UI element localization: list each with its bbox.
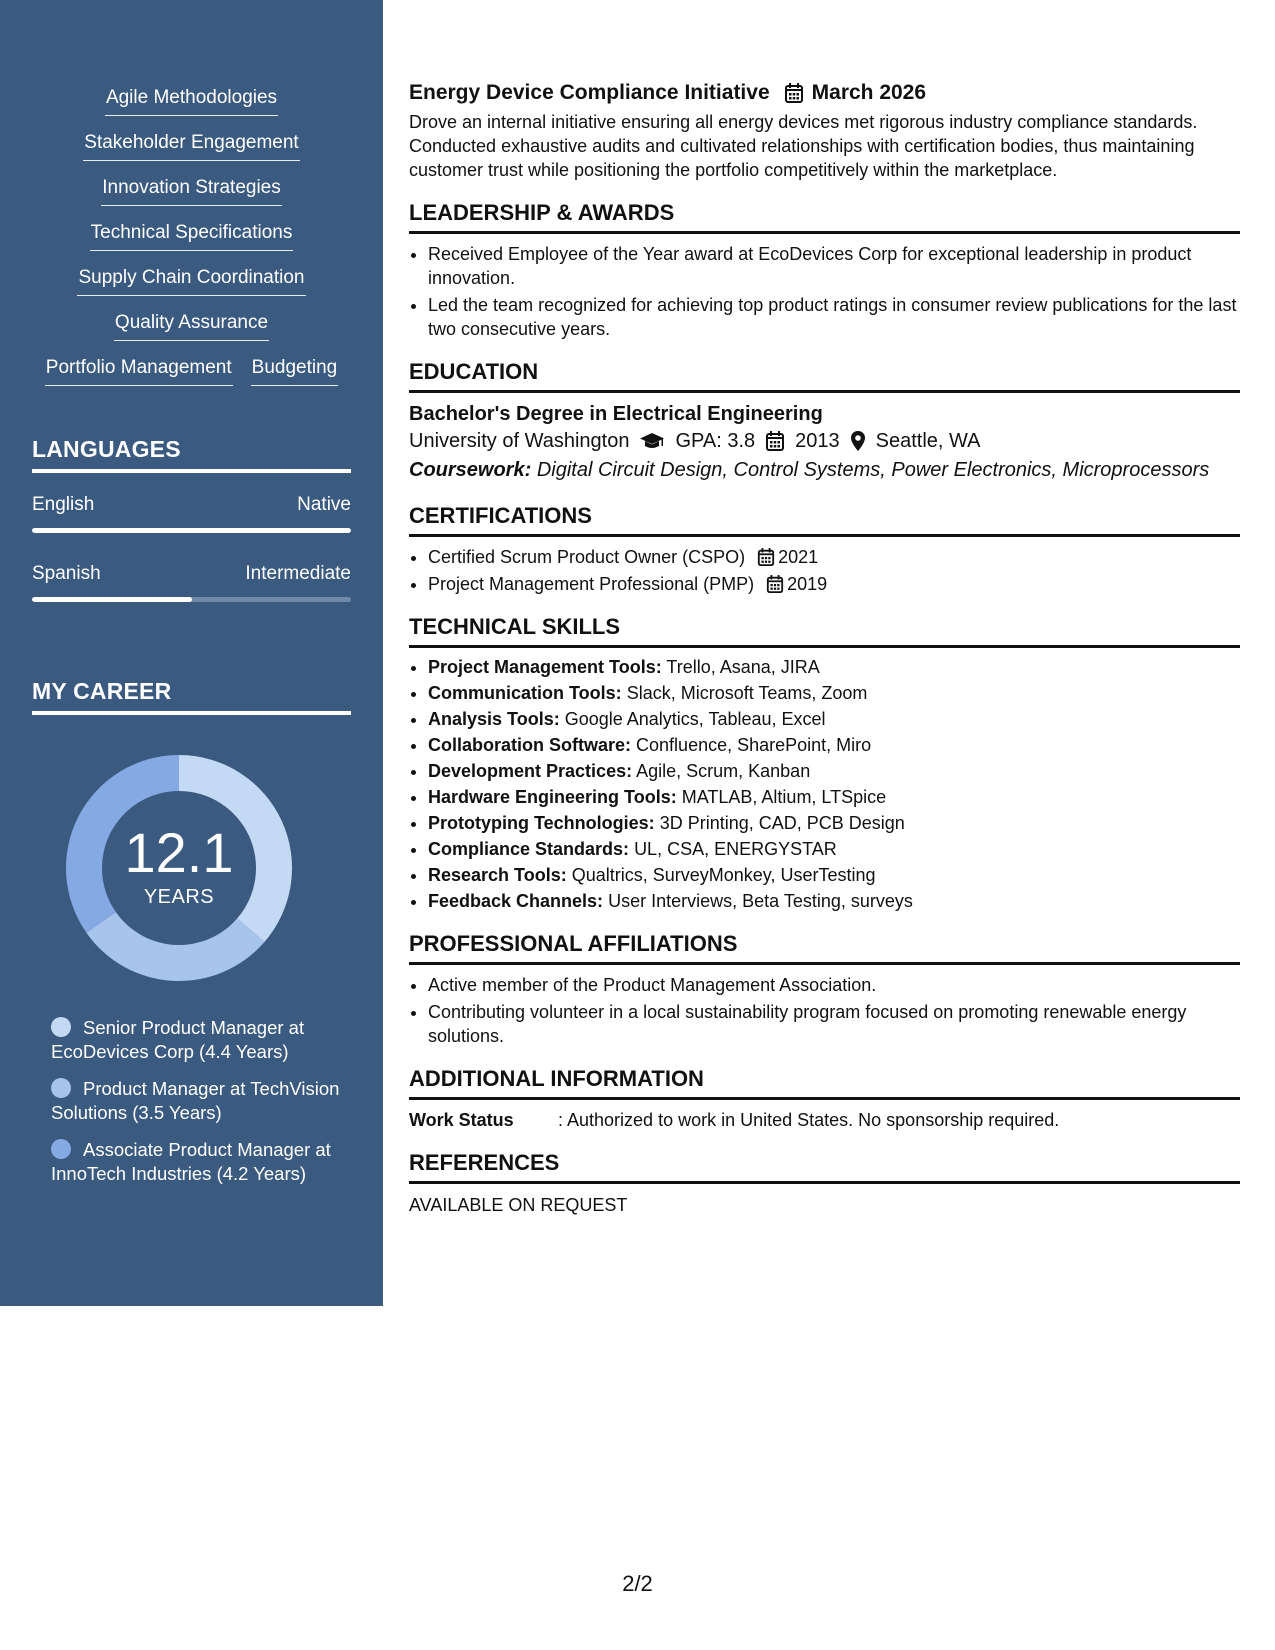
career-text: Senior Product Manager at EcoDevices Corp (4.4 Years): [51, 1017, 305, 1062]
affiliation-item: • Active member of the Product Management Association.: [428, 973, 1240, 997]
leadership-item: • Led the team recognized for achieving top product ratings in consumer review publications for the last two consecutive years.: [428, 293, 1240, 341]
leadership-list: [409, 242, 1240, 341]
section-title: EDUCATION: [409, 359, 1240, 393]
project-title: Energy Device Compliance Initiative: [409, 81, 770, 104]
skill-tag: Innovation Strategies: [101, 176, 282, 206]
career-dot: [51, 1078, 71, 1098]
technical-skill-item: [428, 759, 1240, 783]
career-total-unit: YEARS: [143, 885, 215, 908]
certifications-section: [409, 503, 1240, 596]
skill-tag: Technical Specifications: [90, 221, 294, 251]
language-spanish: [32, 563, 351, 602]
certification-row: [428, 572, 827, 596]
calendar-icon: [765, 430, 785, 452]
school-location: Seattle, WA: [875, 430, 981, 452]
skill-category: Communication Tools:: [428, 683, 622, 703]
skill-tag: Stakeholder Engagement: [83, 131, 299, 161]
technical-skill-item: [428, 681, 1240, 705]
main-content: [409, 80, 1240, 1217]
career-text: Associate Product Manager at InnoTech Industries (4.2 Years): [51, 1139, 331, 1184]
project-heading: [409, 80, 1240, 106]
language-level: Intermediate: [245, 563, 351, 584]
affiliations-list: [409, 973, 1240, 1048]
section-title: REFERENCES: [409, 1150, 1240, 1184]
certification-year: 2021: [778, 547, 819, 567]
skill-category: Hardware Engineering Tools:: [428, 787, 677, 807]
gpa: GPA: 3.8: [675, 430, 756, 452]
career-dot: [51, 1139, 71, 1159]
section-title: CERTIFICATIONS: [409, 503, 1240, 537]
language-bar: [32, 597, 351, 602]
skill-row: [0, 131, 383, 176]
skill-values: UL, CSA, ENERGYSTAR: [634, 839, 837, 859]
skill-values: User Interviews, Beta Testing, surveys: [608, 891, 913, 911]
technical-skills-list: [409, 655, 1240, 913]
skill-row: [0, 221, 383, 266]
sidebar: [0, 0, 383, 1306]
education-meta: [409, 427, 1240, 455]
skill-row: [0, 176, 383, 221]
section-title: PROFESSIONAL AFFILIATIONS: [409, 931, 1240, 965]
skill-tag: Quality Assurance: [114, 311, 269, 341]
work-status-value: : Authorized to work in United States. No sponsorship required.: [558, 1110, 1060, 1130]
skill-row: [0, 86, 383, 131]
technical-skill-item: [428, 889, 1240, 913]
location-pin-icon: [850, 430, 866, 452]
coursework: [409, 455, 1240, 485]
donut-center: [66, 755, 292, 981]
skill-category: Research Tools:: [428, 865, 567, 885]
skill-category: Analysis Tools:: [428, 709, 560, 729]
technical-skill-item: [428, 707, 1240, 731]
certification-row: [428, 545, 818, 569]
technical-skill-item: [428, 733, 1240, 757]
skill-values: Trello, Asana, JIRA: [666, 657, 820, 677]
career-legend: [51, 1016, 341, 1199]
leadership-item: • Received Employee of the Year award at EcoDevices Corp for exceptional leadership in product innovation.: [428, 242, 1240, 290]
skill-row: [0, 311, 383, 356]
career-item: [51, 1077, 341, 1125]
skill-values: MATLAB, Altium, LTSpice: [681, 787, 887, 807]
graduation-year: 2013: [795, 430, 840, 452]
affiliation-item: • Contributing volunteer in a local sustainability program focused on promoting renewable energy solutions.: [428, 1000, 1240, 1048]
degree: Bachelor's Degree in Electrical Engineering: [409, 403, 823, 425]
references-text: AVAILABLE ON REQUEST: [409, 1195, 628, 1215]
language-level: Native: [297, 494, 351, 515]
language-bar-fill: [32, 597, 192, 602]
skill-values: Google Analytics, Tableau, Excel: [564, 709, 826, 729]
skill-tag: Agile Methodologies: [105, 86, 278, 116]
section-title: ADDITIONAL INFORMATION: [409, 1066, 1240, 1100]
technical-skill-item: [428, 655, 1240, 679]
skill-category: Project Management Tools:: [428, 657, 662, 677]
career-donut-chart: [66, 755, 292, 981]
technical-skill-item: [428, 863, 1240, 887]
skill-tag: Portfolio Management: [45, 356, 233, 386]
skill-category: Collaboration Software:: [428, 735, 632, 755]
skill-category: Development Practices:: [428, 761, 633, 781]
language-english: [32, 494, 351, 533]
project-date: March 2026: [811, 81, 927, 104]
skill-category: Compliance Standards:: [428, 839, 630, 859]
coursework-label: Coursework:: [409, 459, 532, 481]
certification-item: [428, 572, 1240, 596]
language-name: Spanish: [32, 563, 101, 584]
skill-row: [0, 266, 383, 311]
language-name: English: [32, 494, 95, 515]
coursework-list: Digital Circuit Design, Control Systems, Power Electronics, Microprocessors: [536, 459, 1210, 481]
skill-tag: Supply Chain Coordination: [77, 266, 305, 296]
skill-category: Feedback Channels:: [428, 891, 604, 911]
affiliations-section: [409, 931, 1240, 1048]
skill-values: 3D Printing, CAD, PCB Design: [659, 813, 905, 833]
certification-name: • Certified Scrum Product Owner (CSPO): [428, 547, 746, 567]
calendar-icon: [757, 547, 775, 567]
skill-values: Qualtrics, SurveyMonkey, UserTesting: [571, 865, 876, 885]
work-status-row: [409, 1108, 1240, 1132]
technical-skill-item: [428, 837, 1240, 861]
technical-skill-item: [428, 811, 1240, 835]
calendar-icon: [766, 574, 784, 594]
skill-values: Confluence, SharePoint, Miro: [636, 735, 872, 755]
additional-info-section: [409, 1066, 1240, 1132]
language-bar: [32, 528, 351, 533]
skill-values: Agile, Scrum, Kanban: [636, 761, 811, 781]
career-total-years: 12.1: [124, 820, 234, 884]
technical-skill-item: [428, 785, 1240, 809]
language-bar-fill: [32, 528, 351, 533]
section-title: LEADERSHIP & AWARDS: [409, 200, 1240, 234]
career-item: [51, 1016, 341, 1064]
technical-skills-section: [409, 614, 1240, 913]
career-dot: [51, 1017, 71, 1037]
project-description: Drove an internal initiative ensuring all energy devices met rigorous industry compliance standards. Conducted exhaustive audits and cultivated relationships with certification bodies, thus maintaining customer trust while positioning the portfolio competitively within the marketplace.: [409, 112, 1198, 180]
school-name: University of Washington: [409, 430, 630, 452]
graduation-cap-icon: [639, 431, 665, 451]
career-heading: MY CAREER: [32, 678, 351, 715]
page-number: 2/2: [622, 1571, 653, 1596]
languages-heading: LANGUAGES: [32, 436, 351, 473]
skill-row: [0, 356, 383, 401]
certification-name: • Project Management Professional (PMP): [428, 574, 755, 594]
career-item: [51, 1138, 341, 1186]
career-text: Product Manager at TechVision Solutions (3.5 Years): [51, 1078, 340, 1123]
skill-category: Prototyping Technologies:: [428, 813, 655, 833]
education-section: [409, 359, 1240, 485]
references-section: [409, 1150, 1240, 1217]
leadership-section: [409, 200, 1240, 341]
skills-list: [0, 86, 383, 401]
certifications-list: [409, 545, 1240, 596]
certification-year: 2019: [787, 574, 828, 594]
work-status-label: Work Status: [409, 1110, 514, 1130]
calendar-icon: [784, 82, 804, 104]
certification-item: [428, 545, 1240, 569]
skill-tag: Budgeting: [251, 356, 339, 386]
section-title: TECHNICAL SKILLS: [409, 614, 1240, 648]
skill-values: Slack, Microsoft Teams, Zoom: [626, 683, 868, 703]
